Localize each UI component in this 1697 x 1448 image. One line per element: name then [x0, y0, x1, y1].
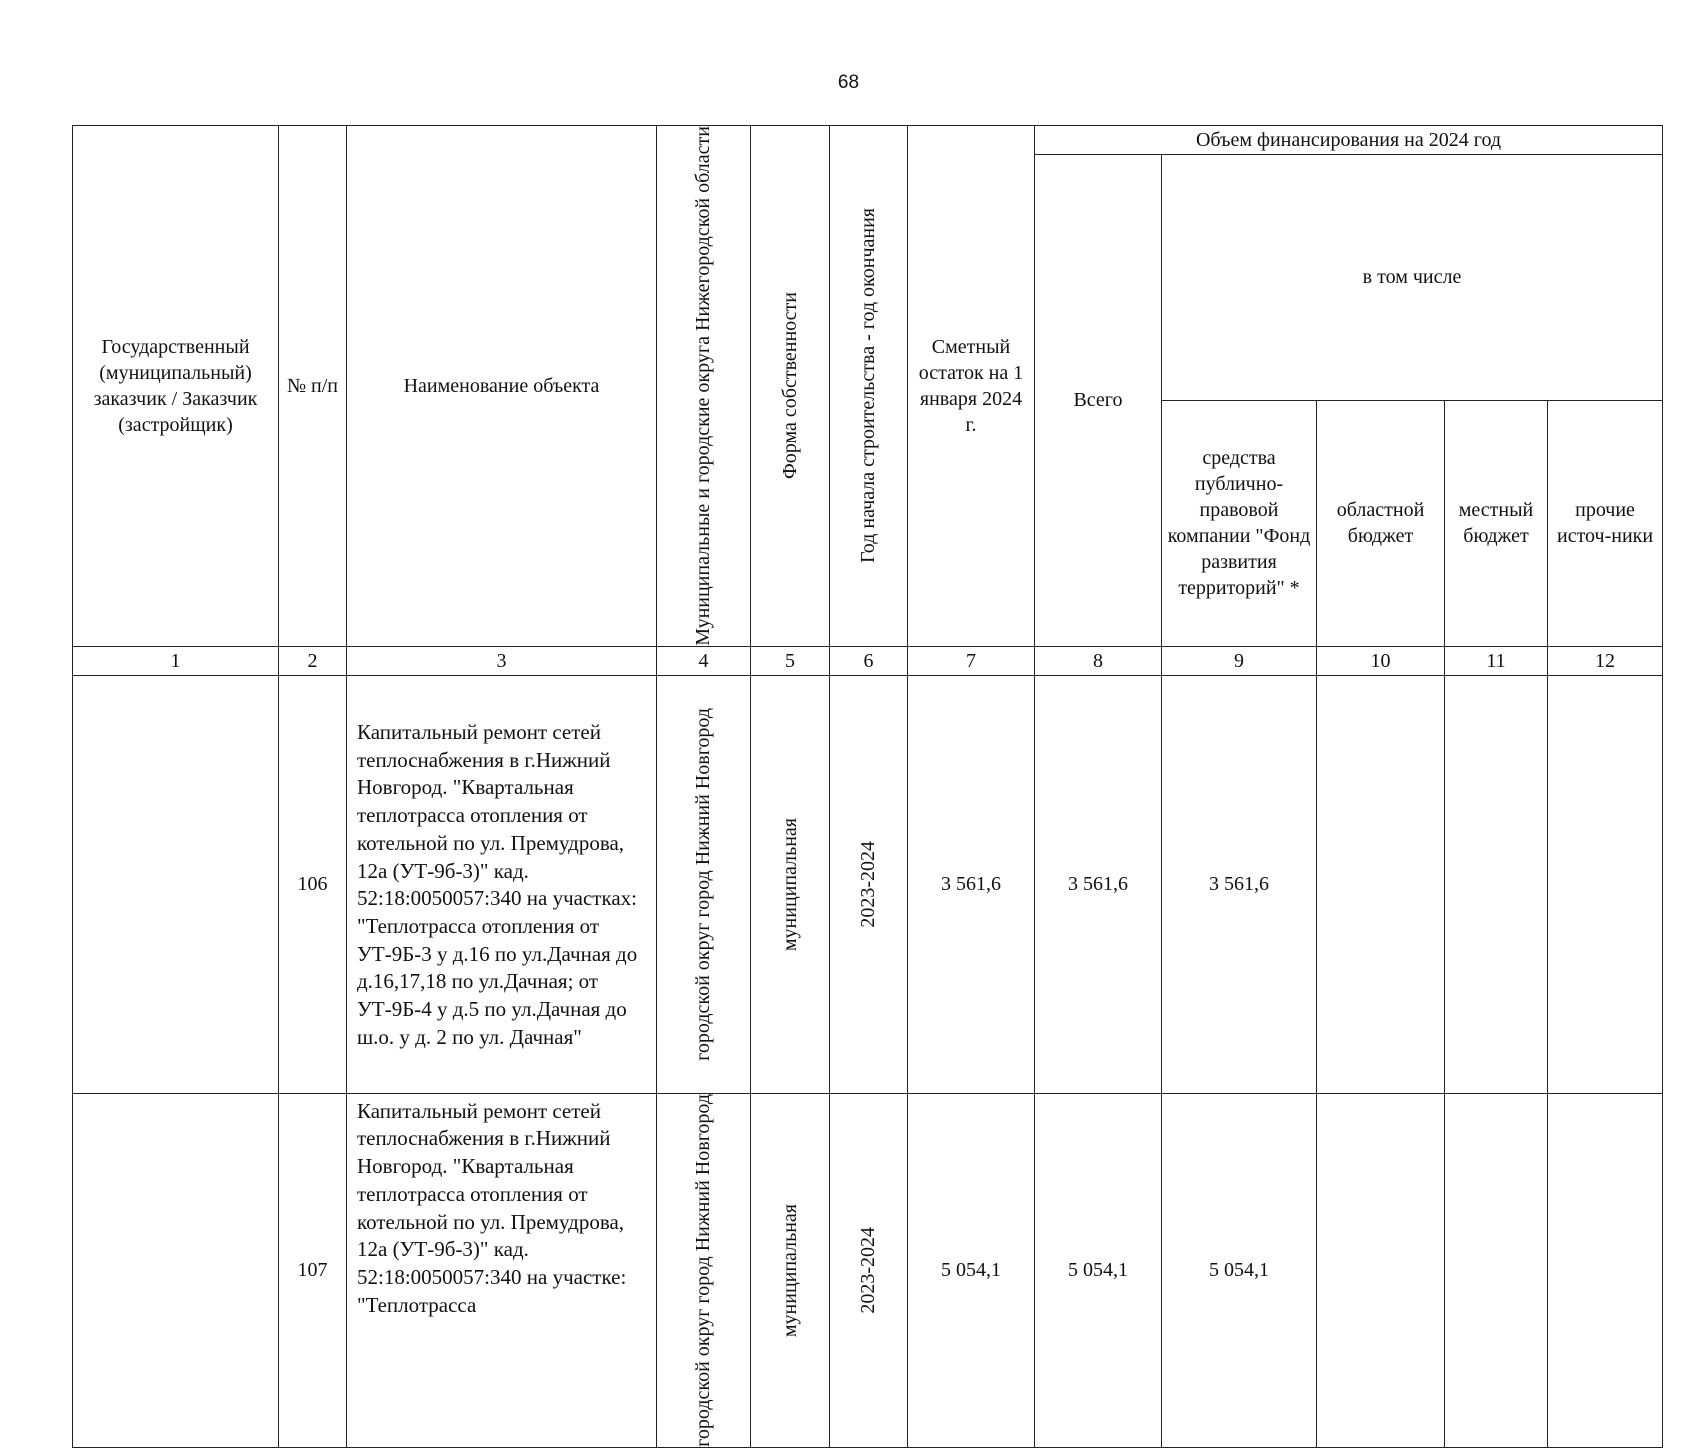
cell-fund: 5 054,1 — [1162, 1093, 1317, 1447]
column-number: 5 — [751, 646, 830, 675]
cell-regional — [1317, 675, 1445, 1093]
cell-fund: 3 561,6 — [1162, 675, 1317, 1093]
cell-years-text: 2023-2024 — [857, 1226, 879, 1314]
column-number: 9 — [1162, 646, 1317, 675]
cell-ownership-text: муниципальная — [778, 817, 801, 951]
header-other: прочие источ-ники — [1548, 400, 1663, 646]
column-number: 7 — [908, 646, 1035, 675]
cell-other — [1548, 1093, 1663, 1447]
header-num: № п/п — [279, 126, 347, 647]
header-years — [830, 126, 908, 647]
column-number: 8 — [1035, 646, 1162, 675]
header-financing-group: Объем финансирования на 2024 год — [1035, 126, 1663, 155]
header-estimate: Сметный остаток на 1 января 2024 г. — [908, 126, 1035, 647]
column-number: 4 — [657, 646, 751, 675]
cell-num: 106 — [279, 675, 347, 1093]
column-number-row — [73, 646, 1663, 675]
cell-local — [1445, 1093, 1548, 1447]
header-customer: Государственный (муниципальный) заказчик / Заказчик (застройщик) — [73, 126, 279, 647]
header-years-text: Год начала строительства - год окончания — [857, 208, 879, 564]
header-row-1 — [73, 126, 1663, 155]
cell-years-text: 2023-2024 — [857, 840, 879, 928]
column-number: 1 — [73, 646, 279, 675]
header-ownership-text: Форма собственности — [778, 292, 801, 480]
cell-years — [830, 675, 908, 1093]
table-row — [73, 675, 1663, 1093]
cell-other — [1548, 675, 1663, 1093]
column-number: 10 — [1317, 646, 1445, 675]
header-fund: средства публично-правовой компании "Фонд развития территорий" * — [1162, 400, 1317, 646]
table-row — [73, 1093, 1663, 1447]
cell-customer — [73, 1093, 279, 1447]
cell-total: 3 561,6 — [1035, 675, 1162, 1093]
financing-table — [72, 125, 1663, 1448]
header-including: в том числе — [1162, 155, 1663, 401]
cell-customer — [73, 675, 279, 1093]
cell-num: 107 — [279, 1093, 347, 1447]
cell-years — [830, 1093, 908, 1447]
column-number: 2 — [279, 646, 347, 675]
cell-municipality-text: городской округ город Нижний Новгород — [692, 707, 714, 1061]
cell-municipality-text: городской округ город Нижний Новгород — [692, 1093, 714, 1447]
cell-total: 5 054,1 — [1035, 1093, 1162, 1447]
header-ownership — [751, 126, 830, 647]
cell-municipality — [657, 675, 751, 1093]
column-number: 6 — [830, 646, 908, 675]
cell-estimate: 5 054,1 — [908, 1093, 1035, 1447]
header-local: местный бюджет — [1445, 400, 1548, 646]
cell-object-name: Капитальный ремонт сетей теплоснабжения в г.Нижний Новгород. "Квартальная теплотрасса отопления от котельной по ул. Премудрова, 12а (УТ-9б-3)" кад. 52:18:0050057:340 на участках: "Теплотрасса отопления от УТ-9Б-3 у д.16 по ул.Дачная до д.16,17,18 по ул.Дачная; от УТ-9Б-4 у д.5 по ул.Дачная до ш.о. у д. 2 по ул. Дачная" — [347, 675, 657, 1093]
cell-local — [1445, 675, 1548, 1093]
header-object-name: Наименование объекта — [347, 126, 657, 647]
cell-ownership-text: муниципальная — [778, 1203, 801, 1337]
header-municipality — [657, 126, 751, 647]
cell-ownership — [751, 675, 830, 1093]
cell-object-name: Капитальный ремонт сетей теплоснабжения в г.Нижний Новгород. "Квартальная теплотрасса отопления от котельной по ул. Премудрова, 12а (УТ-9б-3)" кад. 52:18:0050057:340 на участке: "Теплотрасса — [347, 1093, 657, 1447]
cell-ownership — [751, 1093, 830, 1447]
header-total: Всего — [1035, 155, 1162, 647]
cell-regional — [1317, 1093, 1445, 1447]
header-municipality-text: Муниципальные и городские округа Нижегородской области — [692, 126, 714, 646]
cell-municipality — [657, 1093, 751, 1447]
column-number: 3 — [347, 646, 657, 675]
page-number: 68 — [837, 72, 860, 93]
column-number: 11 — [1445, 646, 1548, 675]
cell-estimate: 3 561,6 — [908, 675, 1035, 1093]
column-number: 12 — [1548, 646, 1663, 675]
header-regional: областной бюджет — [1317, 400, 1445, 646]
